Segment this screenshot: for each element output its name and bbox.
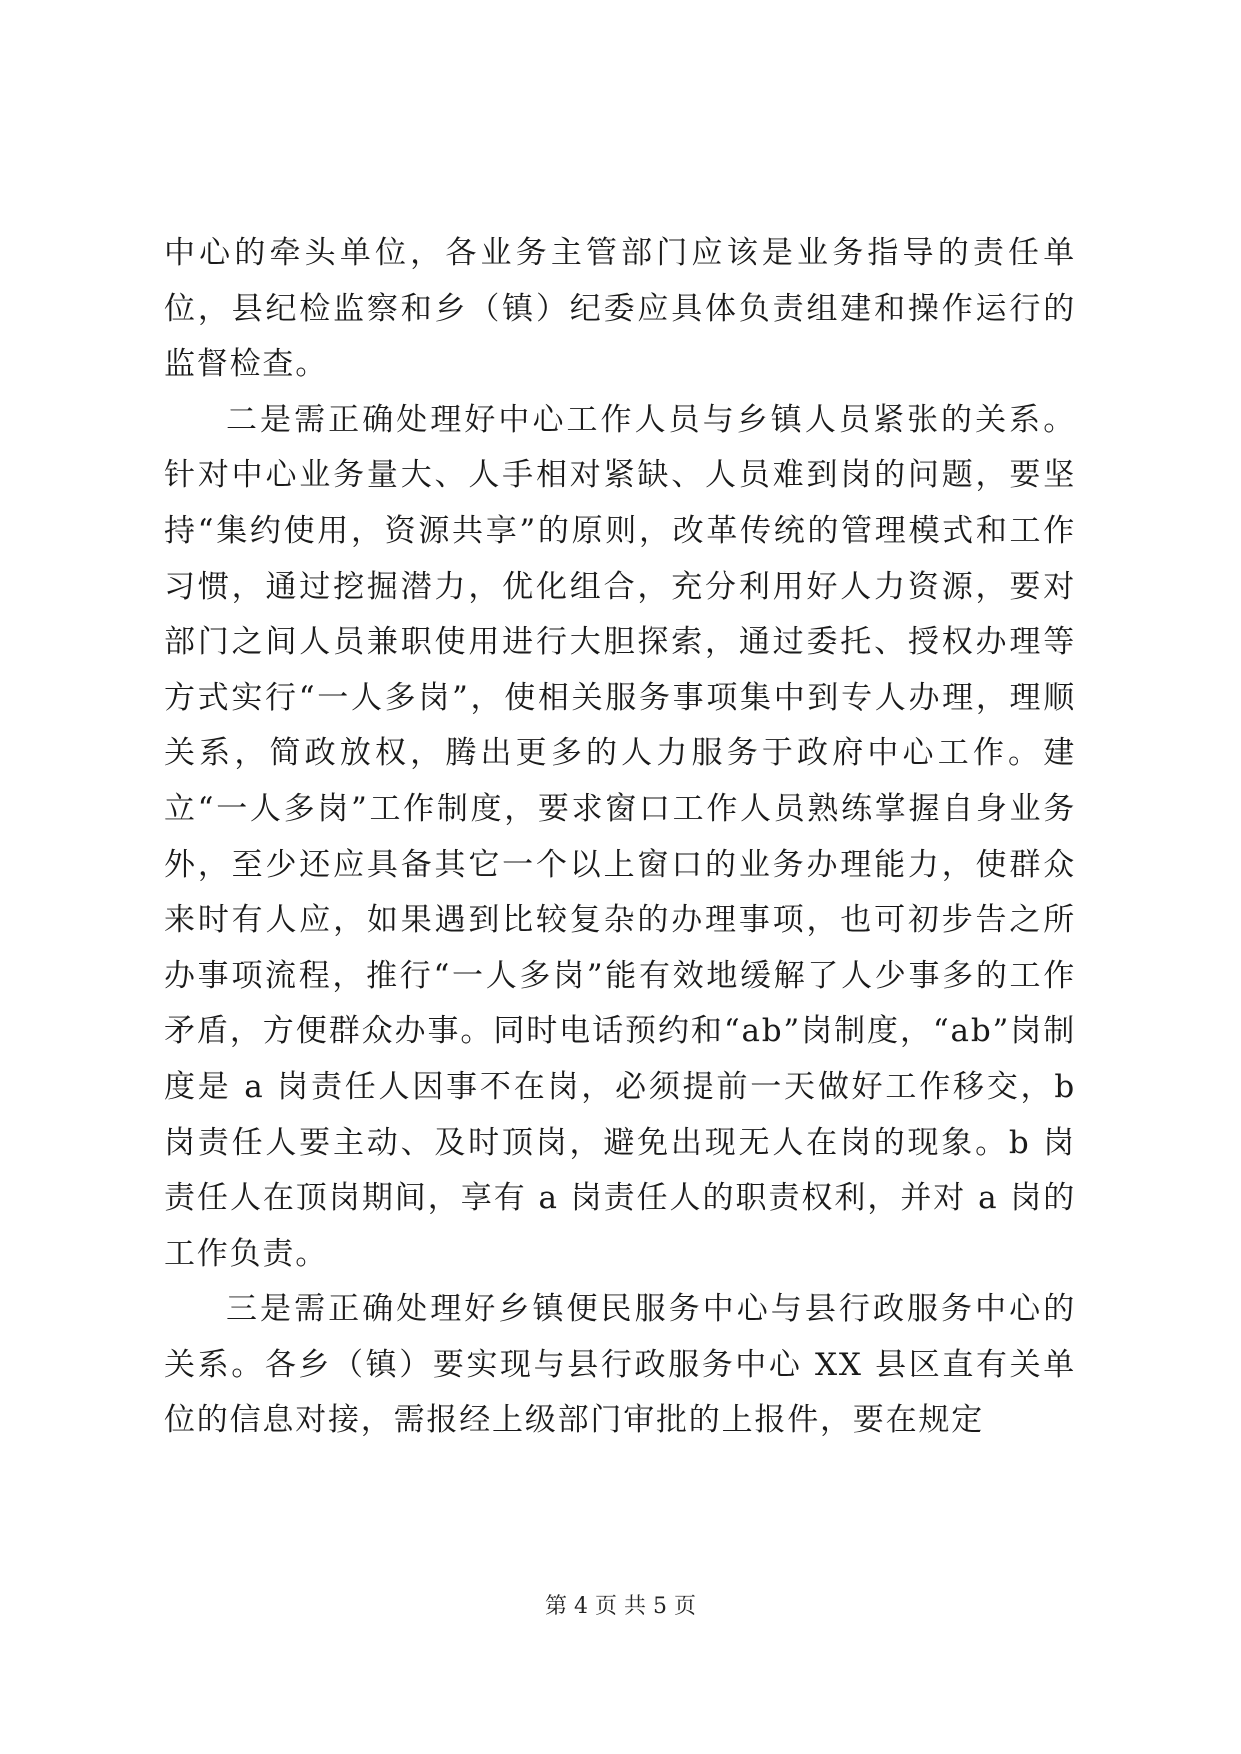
document-body: [164, 226, 1076, 1449]
paragraph-point-three: 三是需正确处理好乡镇便民服务中心与县行政服务中心的关系。各乡（镇）要实现与县行政服务中心 XX 县区直有关单位的信息对接，需报经上级部门审批的上报件，要在规定: [164, 1291, 1076, 1439]
page-number-footer: 第 4 页 共 5 页: [545, 1594, 696, 1619]
paragraph-point-two: 二是需正确处理好中心工作人员与乡镇人员紧张的关系。针对中心业务量大、人手相对紧缺、人员难到岗的问题，要坚持“集约使用，资源共享”的原则，改革传统的管理模式和工作习惯，通过挖掘潜力，优化组合，充分利用好人力资源，要对部门之间人员兼职使用进行大胆探索，通过委托、授权办理等方式实行“一人多岗”，使相关服务事项集中到专人办理，理顺关系，简政放权，腾出更多的人力服务于政府中心工作。建立“一人多岗”工作制度，要求窗口工作人员熟练掌握自身业务外，至少还应具备其它一个以上窗口的业务办理能力，使群众来时有人应，如果遇到比较复杂的办理事项，也可初步告之所办事项流程，推行“一人多岗”能有效地缓解了人少事多的工作矛盾，方便群众办事。同时电话预约和“ab”岗制度，“ab”岗制度是 a 岗责任人因事不在岗，必须提前一天做好工作移交，b 岗责任人要主动、及时顶岗，避免出现无人在岗的现象。b 岗责任人在顶岗期间，享有 a 岗责任人的职责权利，并对 a 岗的工作负责。: [164, 401, 1076, 1272]
paragraph-continuation: 中心的牵头单位，各业务主管部门应该是业务指导的责任单位，县纪检监察和乡（镇）纪委应具体负责组建和操作运行的监督检查。: [164, 235, 1076, 383]
